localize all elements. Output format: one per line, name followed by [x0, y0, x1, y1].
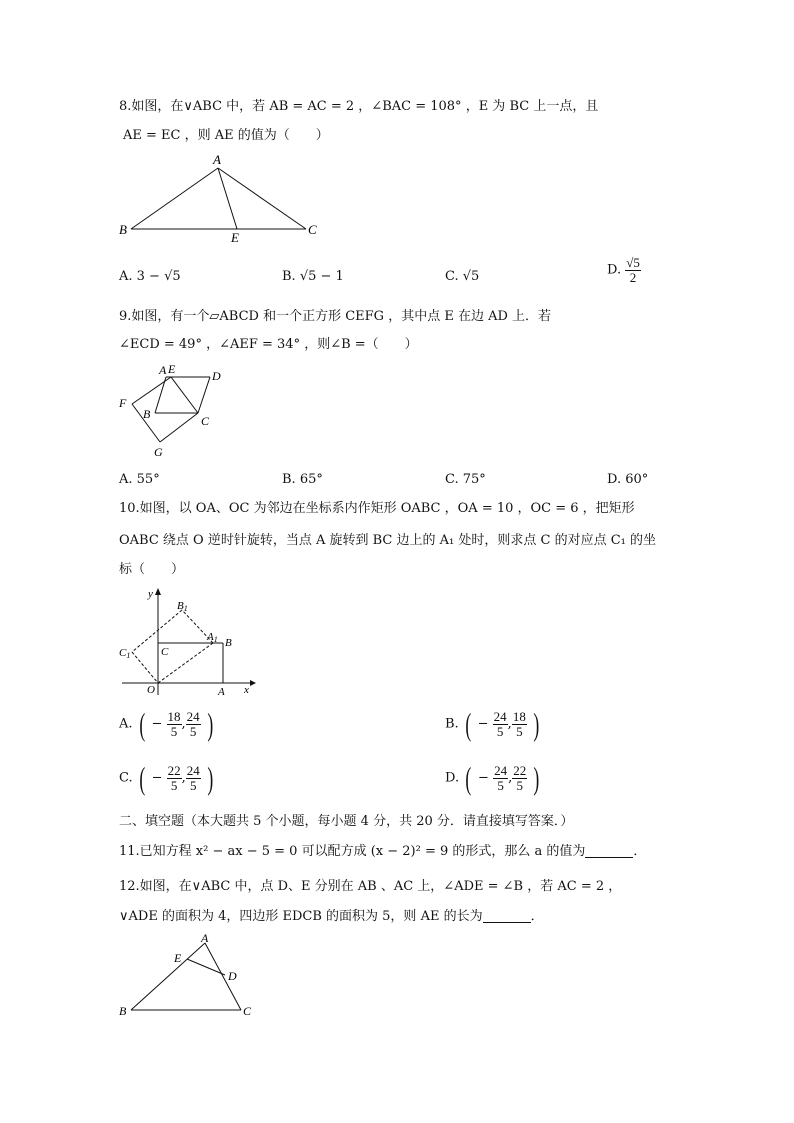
q12-figure [110, 930, 270, 1025]
q9-label-F: F [119, 396, 127, 410]
q10-option-d[interactable]: D. ( − $\frac{24}{5}$ , $\frac{22}{5}$ ) [445, 760, 540, 796]
q9-label-B: B [143, 407, 151, 421]
q8-label-C: C [308, 222, 317, 237]
q10-option-c-sign: − [151, 770, 163, 786]
q10-line2: OABC 绕点 O 逆时针旋转，当点 A 旋转到 BC 边上的 A₁ 处时，则求点 C 的对应点 C₁ 的坐 [119, 533, 656, 548]
q10-option-b[interactable]: B. ( − $\frac{24}{5}$ , $\frac{18}{5}$ ) [445, 706, 540, 742]
q10-option-d-d1: 5 [497, 777, 504, 793]
q10-option-c-n1: 22 [167, 762, 181, 778]
q10-option-b-frac2 [512, 710, 527, 738]
q10-option-a-label: A. [119, 716, 133, 732]
q11-period: ． [633, 844, 647, 859]
q10-option-c[interactable]: C. ( − $\frac{22}{5}$ , $\frac{24}{5}$ ) [119, 760, 214, 796]
q10-option-b-rparen: ) [533, 706, 540, 742]
q10-option-a-d2: 5 [189, 723, 197, 739]
q9-label-A: A [159, 363, 167, 377]
q10-option-c-frac2 [186, 764, 201, 792]
q10-option-d-label: D. [445, 770, 460, 786]
q10-option-b-frac1 [493, 710, 508, 738]
q10-option-c-label: C. [119, 770, 133, 786]
q10-option-b-lparen: ( [465, 706, 472, 742]
q8-option-a[interactable]: A. 3 − √5 [119, 269, 181, 284]
q10-option-c-rparen: ) [207, 760, 214, 796]
q8-label-E: E [231, 230, 239, 245]
q8-option-b[interactable]: B. √5 − 1 [282, 269, 344, 284]
q10-option-a-frac1 [167, 710, 182, 738]
q10-option-c-d2: 5 [190, 777, 197, 793]
q9-line1: 9.如图，有一个▱ABCD 和一个正方形 CEFG ，其中点 E 在边 AD 上．若 [119, 309, 552, 324]
q12-line2 [119, 910, 544, 923]
q9-option-b[interactable]: B. 65° [282, 472, 323, 487]
q10-option-c-n2: 24 [186, 762, 200, 778]
q10-option-a-frac2 [186, 710, 201, 738]
q10-option-a-lparen: ( [139, 706, 145, 742]
q8-figure [110, 150, 330, 245]
q8-option-d-fraction [625, 256, 641, 284]
q12-label-B: B [119, 1004, 127, 1018]
q10-label-x: x [244, 684, 249, 696]
q9-figure [110, 360, 240, 460]
q8-option-d-denominator: 2 [629, 269, 637, 285]
q12-label-A: A [201, 931, 209, 945]
q12-line1: 12.如图，在∨ABC 中，点 D、E 分别在 AB 、AC 上，∠ADE = ∠B ，若 AC = 2 ， [119, 879, 622, 894]
q8-option-d-label: D. [607, 262, 622, 278]
q10-label-B1: B1 [177, 600, 188, 613]
q9-line2: ∠ECD = 49° ，∠AEF = 34° ，则∠B =（ ） [119, 337, 418, 352]
q10-line3: 标（ ） [119, 562, 185, 577]
q10-option-b-sign: − [477, 716, 489, 732]
q8-option-d-numerator: √5 [626, 255, 640, 270]
q10-option-c-d1: 5 [170, 777, 178, 793]
q12-line2-text: ∨ADE 的面积为 4，四边形 EDCB 的面积为 5，则 AE 的长为 [119, 909, 483, 924]
q10-option-b-n2: 18 [512, 708, 526, 724]
q10-option-b-n1: 24 [493, 708, 507, 724]
q10-option-a-n2: 24 [186, 708, 200, 724]
q9-option-a[interactable]: A. 55° [119, 472, 160, 487]
q10-option-d-sign: − [478, 770, 489, 786]
q12-label-D: D [228, 969, 237, 983]
q10-option-a-d1: 5 [170, 723, 178, 739]
q9-label-E: E [168, 362, 176, 376]
q9-label-G: G [154, 445, 163, 459]
q8-label-B: B [119, 222, 127, 237]
q10-option-d-n1: 24 [494, 762, 508, 778]
q10-option-b-d2: 5 [516, 723, 523, 739]
q12-answer-blank[interactable] [483, 910, 531, 923]
q8-label-A: A [213, 152, 221, 167]
q10-option-d-rparen: ) [533, 760, 540, 796]
q10-option-c-lparen: ( [139, 760, 146, 796]
q10-label-A1: A1 [207, 631, 218, 644]
q10-option-d-n2: 22 [513, 762, 527, 778]
q8-option-c[interactable]: C. √5 [445, 269, 480, 284]
q10-option-d-d2: 5 [516, 777, 523, 793]
q9-label-D: D [212, 369, 221, 383]
section-2-heading: 二、填空题（本大题共 5 个小题，每小题 4 分，共 20 分．请直接填写答案．） [119, 814, 574, 829]
q12-label-C: C [243, 1004, 252, 1018]
q10-line1: 10.如图，以 OA、OC 为邻边在坐标系内作矩形 OABC ，OA = 10 ，OC = 6 ，把矩形 [119, 501, 635, 516]
q10-label-B: B [225, 637, 232, 649]
q10-label-A: A [218, 686, 225, 698]
q11-answer-blank[interactable] [585, 845, 633, 858]
q10-figure [110, 585, 260, 700]
q10-option-d-lparen: ( [465, 760, 472, 796]
q10-label-y: y [148, 588, 153, 600]
q9-label-C: C [201, 414, 210, 428]
q8-option-d[interactable] [607, 256, 641, 284]
q10-label-O: O [147, 684, 155, 696]
q11-line [119, 845, 646, 858]
q9-option-c[interactable]: C. 75° [445, 472, 486, 487]
q10-label-C1: C1 [119, 647, 131, 660]
q10-option-d-frac2 [512, 764, 527, 792]
q12-period: ． [530, 909, 544, 924]
q12-label-E: E [174, 951, 182, 965]
q9-option-d[interactable]: D. 60° [607, 472, 649, 487]
q11-text: 11.已知方程 x² − ax − 5 = 0 可以配方成 (x − 2)² = 9 的形式，那么 a 的值为 [119, 844, 586, 859]
q10-option-a-sign: − [151, 716, 163, 732]
q8-line2: AE = EC ，则 AE 的值为（ ） [123, 128, 329, 143]
q10-option-a-n1: 18 [167, 708, 181, 724]
q10-option-d-frac1 [493, 764, 508, 792]
q10-option-b-d1: 5 [496, 723, 504, 739]
q10-label-C: C [161, 646, 169, 658]
q10-option-c-frac1 [167, 764, 182, 792]
q10-option-a-rparen: ) [207, 706, 214, 742]
q10-option-b-label: B. [445, 716, 459, 732]
q8-line1: 8.如图，在∨ABC 中，若 AB = AC = 2 ，∠BAC = 108° ，E 为 BC 上一点，且 [119, 99, 599, 114]
q10-option-a[interactable]: A. ( − $\frac{18}{5}$ , $\frac{24}{5}$ ) [119, 706, 214, 742]
